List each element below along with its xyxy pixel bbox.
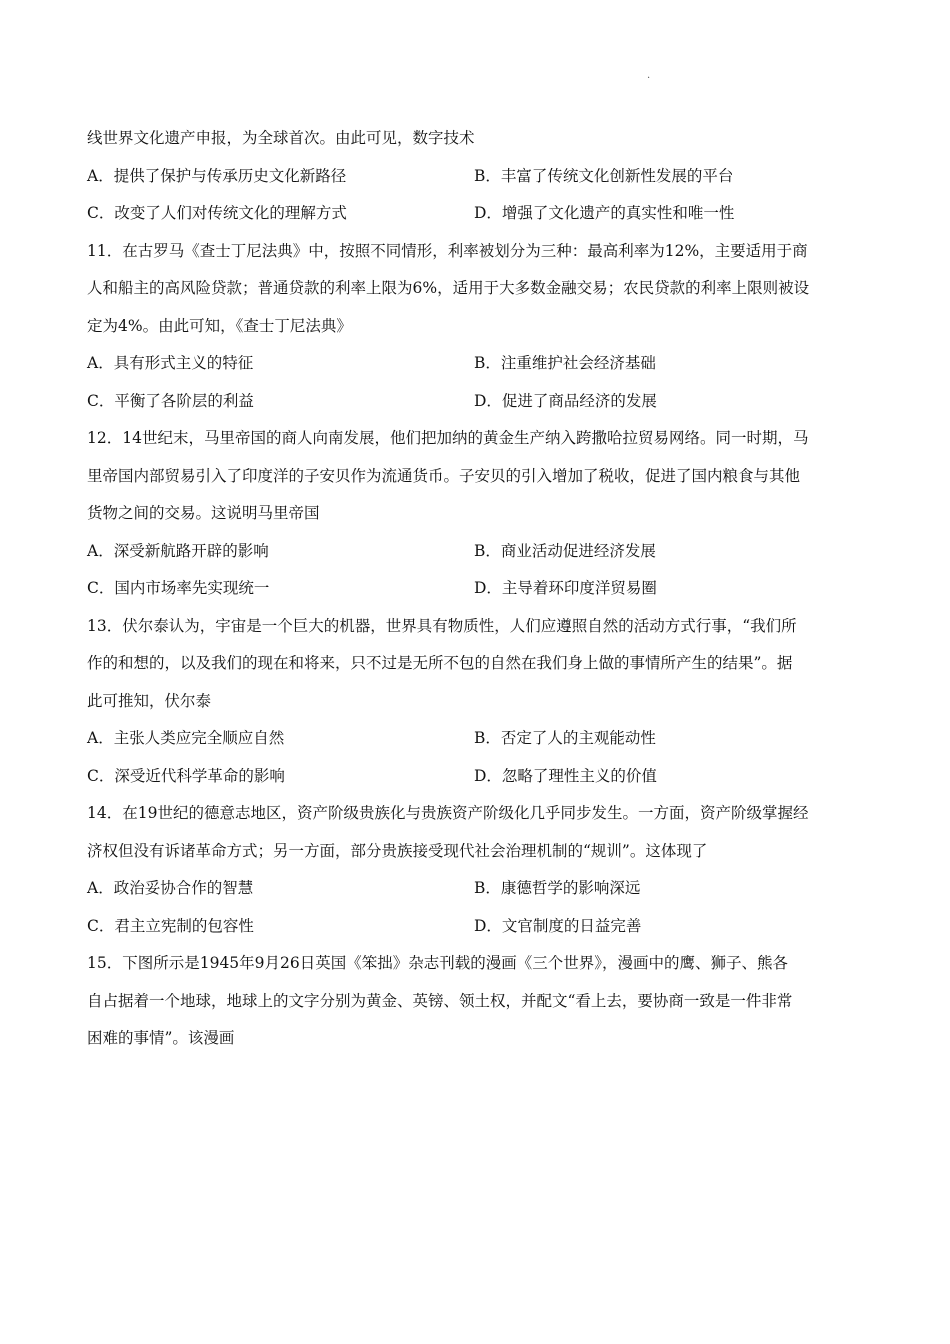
question-stem-line: 15．下图所示是1945年9月26日英国《笨拙》杂志刊载的漫画《三个世界》，漫画中的鹰、狮子、熊各 bbox=[87, 954, 789, 972]
question-stem-line: 定为4%。由此可知，《查士丁尼法典》 bbox=[87, 316, 352, 335]
option-a[interactable]: A．深受新航路开辟的影响 bbox=[87, 541, 269, 560]
options-row bbox=[87, 158, 865, 196]
option-c[interactable]: C．改变了人们对传统文化的理解方式 bbox=[87, 204, 347, 222]
option-d[interactable]: D．文官制度的日益完善 bbox=[474, 916, 642, 935]
question-stem-line: 困难的事情”。该漫画 bbox=[87, 1029, 235, 1047]
option-b[interactable]: B．商业活动促进经济发展 bbox=[474, 541, 656, 560]
option-c[interactable]: C．君主立宪制的包容性 bbox=[87, 916, 254, 935]
question-stem-line: 里帝国内部贸易引入了印度洋的子安贝作为流通货币。子安贝的引入增加了税收，促进了国内粮食与其他 bbox=[87, 466, 801, 485]
question-stem-line: 11．在古罗马《查士丁尼法典》中，按照不同情形，利率被划分为三种：最高利率为12%，主要适用于商 bbox=[87, 241, 808, 260]
option-d[interactable]: D．忽略了理性主义的价值 bbox=[474, 766, 657, 785]
options-row bbox=[87, 195, 865, 233]
question-stem-line: 自占据着一个地球，地球上的文字分别为黄金、英镑、领土权，并配文“看上去，要协商一致是一件非常 bbox=[87, 991, 793, 1010]
option-d[interactable]: D．促进了商品经济的发展 bbox=[474, 391, 657, 410]
question-stem-line: 济权但没有诉诸革命方式；另一方面，部分贵族接受现代社会治理机制的“规训”。这体现了 bbox=[87, 841, 708, 860]
options-row bbox=[87, 908, 865, 946]
options-row bbox=[87, 345, 865, 383]
question-15 bbox=[87, 945, 865, 1058]
header-dot: . bbox=[647, 70, 651, 81]
option-c[interactable]: C．国内市场率先实现统一 bbox=[87, 579, 270, 597]
option-b[interactable]: B．注重维护社会经济基础 bbox=[474, 354, 656, 372]
question-stem-line: 货物之间的交易。这说明马里帝国 bbox=[87, 504, 320, 522]
question-12 bbox=[87, 420, 865, 608]
question-stem-line: 人和船主的高风险贷款；普通贷款的利率上限为6%，适用于大多数金融交易；农民贷款的利率上限则被设 bbox=[87, 279, 810, 297]
option-b[interactable]: B．丰富了传统文化创新性发展的平台 bbox=[474, 166, 734, 185]
option-c[interactable]: C．平衡了各阶层的利益 bbox=[87, 391, 254, 410]
question-stem-line: 此可推知，伏尔泰 bbox=[87, 691, 212, 710]
question-stem-line: 线世界文化遗产申报，为全球首次。由此可见，数字技术 bbox=[87, 129, 475, 147]
option-a[interactable]: A．提供了保护与传承历史文化新路径 bbox=[87, 166, 347, 185]
option-a[interactable]: A．政治妥协合作的智慧 bbox=[87, 879, 254, 897]
question-13 bbox=[87, 608, 865, 796]
question-10-tail bbox=[87, 120, 865, 233]
option-b[interactable]: B．否定了人的主观能动性 bbox=[474, 729, 656, 747]
question-stem-line: 12．14世纪末，马里帝国的商人向南发展，他们把加纳的黄金生产纳入跨撒哈拉贸易网络。同一时期，马 bbox=[87, 429, 809, 447]
options-row bbox=[87, 570, 865, 608]
options-row bbox=[87, 758, 865, 796]
question-11 bbox=[87, 233, 865, 421]
option-d[interactable]: D．增强了文化遗产的真实性和唯一性 bbox=[474, 204, 735, 222]
question-stem-line: 13．伏尔泰认为，宇宙是一个巨大的机器，世界具有物质性，人们应遵照自然的活动方式行事，“我们所 bbox=[87, 616, 797, 635]
option-a[interactable]: A．主张人类应完全顺应自然 bbox=[87, 729, 285, 747]
option-b[interactable]: B．康德哲学的影响深远 bbox=[474, 879, 641, 897]
question-stem-line: 14．在19世纪的德意志地区，资产阶级贵族化与贵族资产阶级化几乎同步发生。一方面，资产阶级掌握经 bbox=[87, 804, 809, 822]
exam-page bbox=[87, 120, 865, 1058]
option-a[interactable]: A．具有形式主义的特征 bbox=[87, 354, 254, 372]
options-row bbox=[87, 383, 865, 421]
option-c[interactable]: C．深受近代科学革命的影响 bbox=[87, 766, 285, 785]
option-d[interactable]: D．主导着环印度洋贸易圈 bbox=[474, 579, 657, 597]
question-stem-line: 作的和想的，以及我们的现在和将来，只不过是无所不包的自然在我们身上做的事情所产生的结果”。据 bbox=[87, 654, 793, 672]
options-row bbox=[87, 533, 865, 571]
question-14 bbox=[87, 795, 865, 945]
options-row bbox=[87, 870, 865, 908]
options-row bbox=[87, 720, 865, 758]
